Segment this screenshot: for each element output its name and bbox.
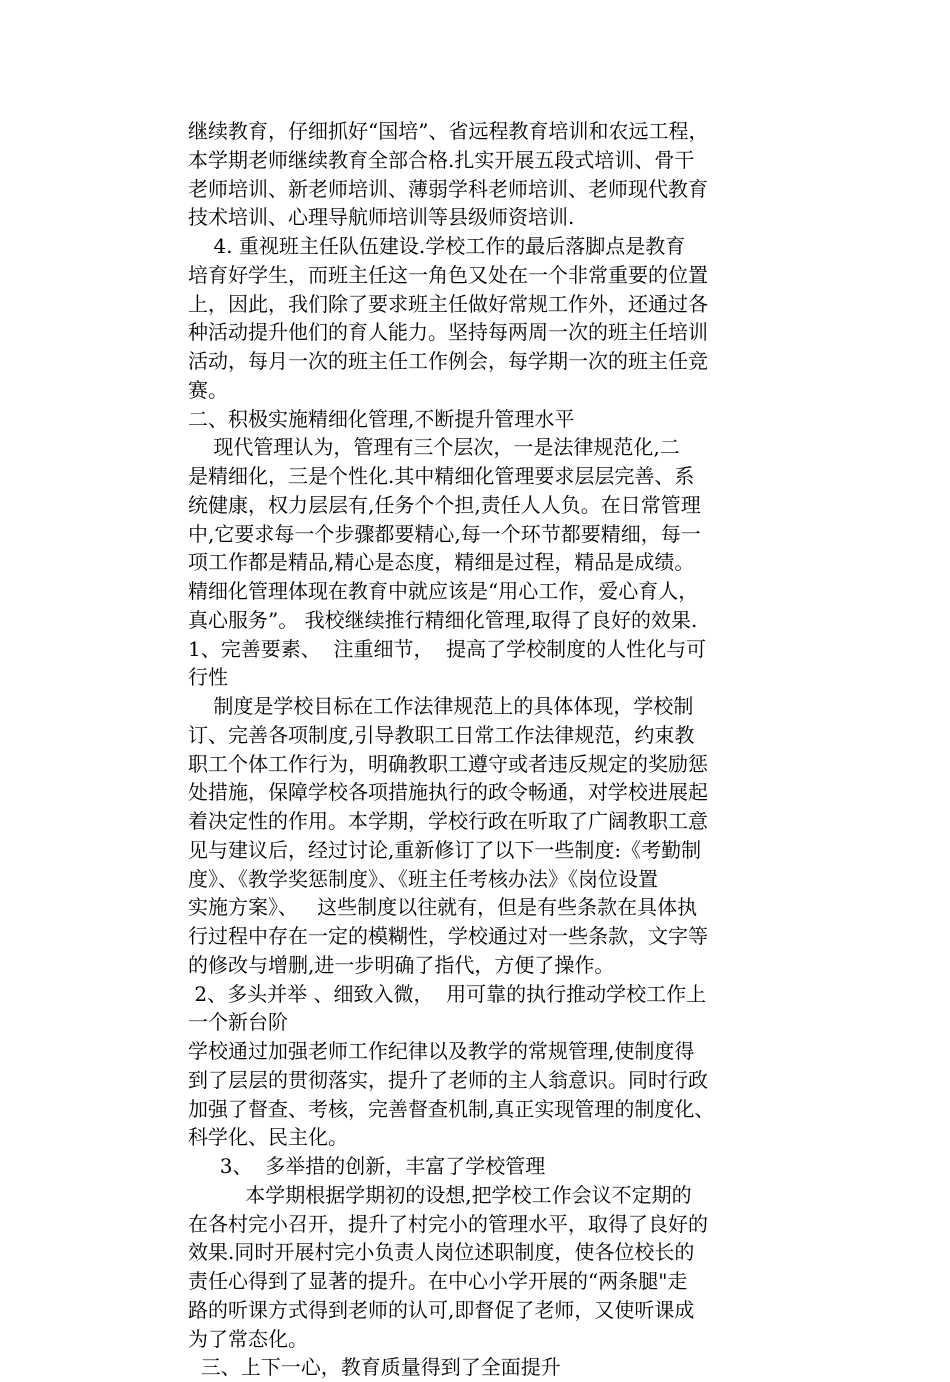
text-line: 见与建议后，经过讨论,重新修订了以下一些制度:《考勤制 [188,837,702,862]
text-line: 赛。 [188,377,228,402]
text-line: 路的听课方式得到老师的认可,即督促了老师，又使听课成 [188,1297,695,1322]
text-line: 的修改与增删,进一步明确了指代，方便了操作。 [188,952,615,977]
text-line: 行性 [188,665,228,690]
text-line: 二、积极实施精细化管理,不断提升管理水平 [188,406,575,431]
text-line: 为了常态化。 [188,1326,308,1351]
text-line: 着决定性的作用。本学期，学校行政在听取了广阔教职工意 [188,809,708,833]
text-line: 到了层层的贯彻落实，提升了老师的主人翁意识。同时行政 [188,1067,708,1092]
text-line: 一个新台阶 [188,1010,288,1035]
text-line: 实施方案》、 这些制度以往就有，但是有些条款在具体执 [188,895,698,920]
text-line: 制度是学校目标在工作法律规范上的具体体现，学校制 [188,694,694,718]
text-line: 加强了督查、考核，完善督查机制,真正实现管理的制度化、 [188,1096,715,1121]
text-line: 效果.同时开展村完小负责人岗位述职制度，使各位校长的 [188,1240,695,1265]
text-line: 职工个体工作行为，明确教职工遵守或者违反规定的奖励惩 [188,751,708,776]
text-line: 精细化管理体现在教育中就应该是“用心工作，爱心育人， [188,579,699,603]
text-line: 订、完善各项制度,引导教职工日常工作法律规范，约束教 [188,722,695,747]
text-line: 本学期根据学期初的设想,把学校工作会议不定期的 [188,1182,692,1207]
text-line: 真心服务”。 我校继续推行精细化管理,取得了良好的效果. [188,607,698,632]
text-line: 科学化、民主化。 [188,1125,348,1150]
text-line: 三、上下一心，教育质量得到了全面提升 [188,1355,561,1380]
text-line: 4. 重视班主任队伍建设.学校工作的最后落脚点是教育 [188,234,686,258]
text-line: 培育好学生，而班主任这一角色又处在一个非常重要的位置 [188,262,708,287]
text-line: 度》、《教学奖惩制度》、《班主任考核办法》《岗位设置 [188,866,658,891]
text-line: 本学期老师继续教育全部合格.扎实开展五段式培训、骨干 [188,147,695,172]
text-line: 1、完善要素、 注重细节， 提高了学校制度的人性化与可 [188,636,707,661]
text-line: 2、多头并举 、细致入微， 用可靠的执行推动学校工作上 [188,981,707,1006]
text-line: 3、 多举措的创新，丰富了学校管理 [188,1154,546,1178]
text-line: 在各村完小召开，提升了村完小的管理水平，取得了良好的 [188,1211,708,1236]
text-line: 中,它要求每一个步骤都要精心,每一个环节都要精细，每一 [188,521,701,546]
text-line: 现代管理认为，管理有三个层次，一是法律规范化,二 [188,435,680,460]
text-line: 处措施，保障学校各项措施执行的政令畅通，对学校进展起 [188,780,708,805]
text-line: 继续教育，仔细抓好“国培”、省远程教育培训和农远工程， [188,119,709,143]
text-line: 上，因此，我们除了要求班主任做好常规工作外，还通过各 [188,291,708,316]
text-line: 种活动提升他们的育人能力。坚持每两周一次的班主任培训 [188,320,708,345]
text-line: 统健康，权力层层有,任务个个担,责任人人负。在日常管理 [188,492,701,517]
text-line: 技术培训、心理导航师培训等县级师资培训. [188,205,575,230]
text-line: 行过程中存在一定的模糊性，学校通过对一些条款，文字等 [188,924,708,948]
text-line: 责任心得到了显著的提升。在中心小学开展的“两条腿"走 [188,1269,688,1293]
text-line: 活动，每月一次的班主任工作例会，每学期一次的班主任竞 [188,349,708,373]
text-line: 是精细化，三是个性化.其中精细化管理要求层层完善、系 [188,464,695,488]
document-body [188,117,788,1382]
text-line: 学校通过加强老师工作纪律以及教学的常规管理,使制度得 [188,1039,695,1063]
text-line: 项工作都是精品,精心是态度，精细是过程，精品是成绩。 [188,550,695,575]
text-line: 老师培训、新老师培训、薄弱学科老师培训、老师现代教育 [188,176,708,201]
